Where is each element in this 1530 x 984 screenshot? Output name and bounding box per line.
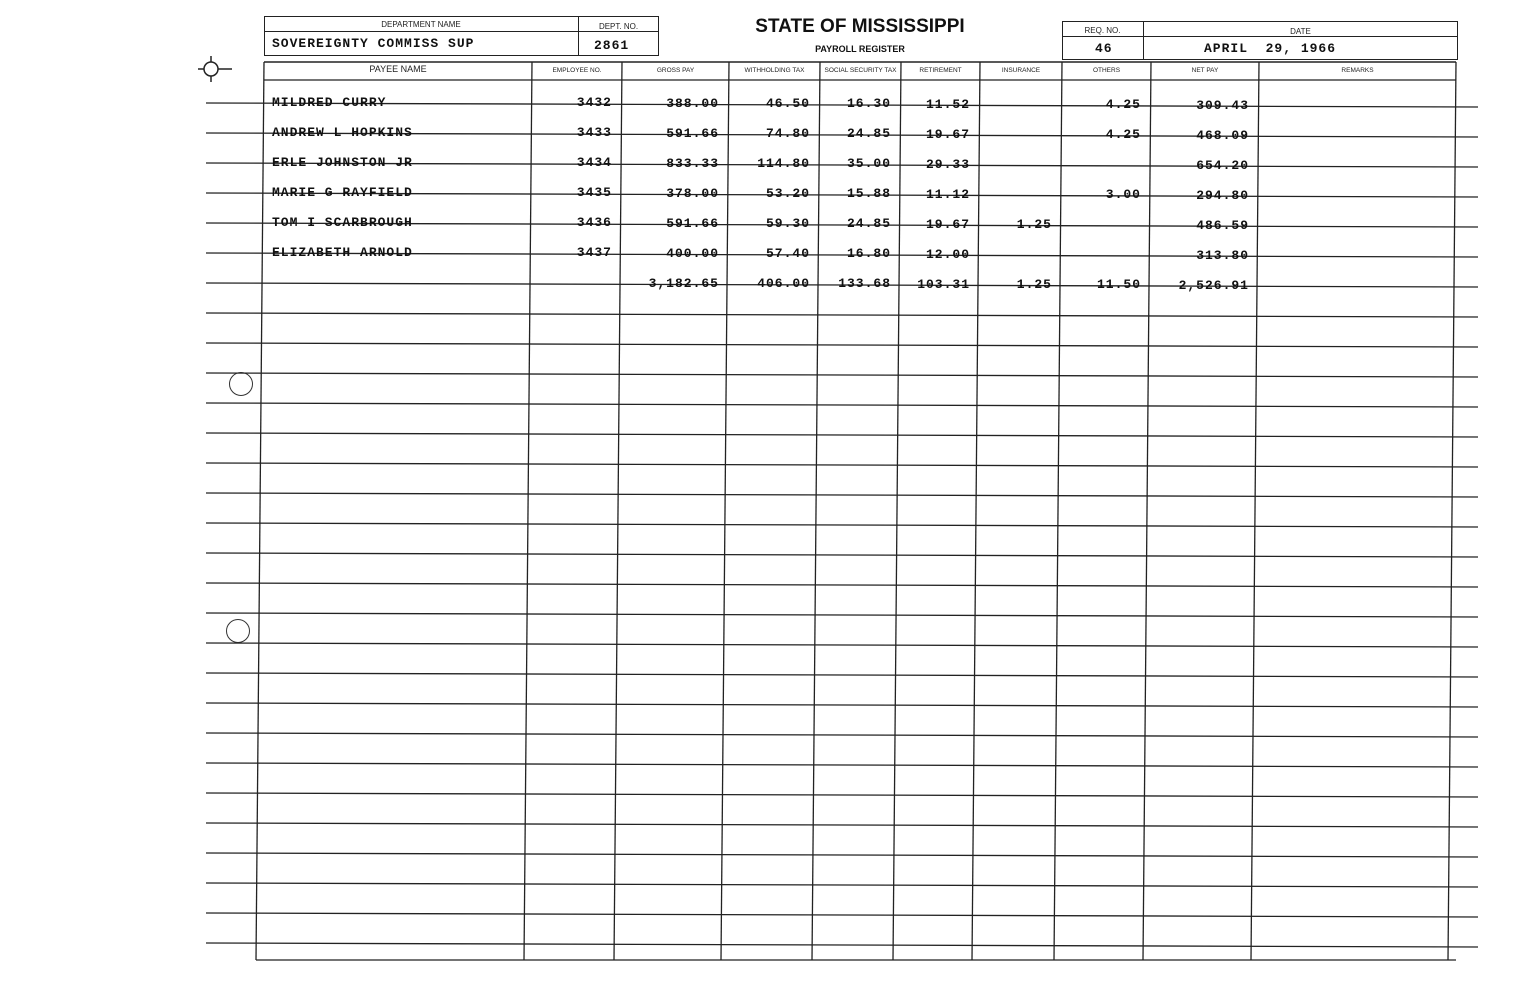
payroll-row-cell: 3437 xyxy=(576,245,612,261)
payroll-row-cell: 3434 xyxy=(576,155,612,171)
payroll-row-cell: 654.20 xyxy=(1196,157,1249,173)
payroll-row-cell: ERLE JOHNSTON JR xyxy=(272,155,413,170)
payroll-row-cell: 3.00 xyxy=(1105,187,1141,203)
totals-row-cell: 3,182.65 xyxy=(648,275,719,291)
payroll-row-cell: 591.66 xyxy=(666,125,719,141)
payroll-row-cell: 378.00 xyxy=(666,185,719,201)
payroll-row-cell: MILDRED CURRY xyxy=(272,95,387,110)
payroll-row-cell: 35.00 xyxy=(846,156,891,172)
state-title: STATE OF MISSISSIPPI xyxy=(755,16,965,37)
column-header-net-pay: NET PAY xyxy=(1191,67,1219,74)
payroll-row-cell: 3435 xyxy=(576,185,612,201)
payroll-row-cell: TOM I SCARBROUGH xyxy=(272,215,413,230)
totals-row-cell: 11.50 xyxy=(1096,277,1141,293)
payroll-row-cell: 46.50 xyxy=(765,96,810,112)
column-header-employee-no: EMPLOYEE NO. xyxy=(552,67,602,74)
payroll-row-cell: 3436 xyxy=(576,215,612,231)
payroll-row-cell: 11.12 xyxy=(925,186,970,202)
payroll-row-cell: 4.25 xyxy=(1105,127,1141,143)
payroll-row-cell: 294.80 xyxy=(1196,187,1249,203)
totals-row-cell: 133.68 xyxy=(838,276,891,292)
totals-row-cell: 2,526.91 xyxy=(1178,277,1249,293)
date-label: DATE xyxy=(1290,27,1311,36)
dept-no-label: DEPT. NO. xyxy=(598,22,639,31)
payroll-row-cell: 16.30 xyxy=(846,96,891,112)
column-header-payee-name: PAYEE NAME xyxy=(369,64,427,74)
payroll-row-cell: 15.88 xyxy=(846,186,891,202)
payroll-row-cell: 24.85 xyxy=(846,216,891,232)
date-value: APRIL 29, 1966 xyxy=(1204,41,1337,56)
department-name-label: DEPARTMENT NAME xyxy=(381,20,461,29)
payroll-row-cell: ELIZABETH ARNOLD xyxy=(272,245,413,260)
payroll-row-cell: 3433 xyxy=(576,125,612,141)
payroll-row-cell: 16.80 xyxy=(846,246,891,262)
totals-row-cell: 103.31 xyxy=(917,276,970,292)
payroll-row-cell: 591.66 xyxy=(666,215,719,231)
payroll-row-cell: 3432 xyxy=(576,95,612,111)
payroll-row-cell: 486.59 xyxy=(1196,217,1249,233)
payroll-row-cell: 19.67 xyxy=(925,216,970,232)
column-header-social-security-tax: SOCIAL SECURITY TAX xyxy=(824,67,897,74)
totals-row-cell: 1.25 xyxy=(1016,277,1052,293)
payroll-row-cell: ANDREW L HOPKINS xyxy=(272,125,413,140)
register-title: PAYROLL REGISTER xyxy=(815,44,905,54)
payroll-row-cell: 11.52 xyxy=(925,96,970,112)
payroll-row-cell: 4.25 xyxy=(1105,97,1141,113)
payroll-row-cell: 12.00 xyxy=(925,246,970,262)
payroll-row-cell: MARIE G RAYFIELD xyxy=(272,185,413,200)
column-header-remarks: REMARKS xyxy=(1341,67,1374,74)
payroll-row-cell: 309.43 xyxy=(1196,97,1249,113)
payroll-row-cell: 313.80 xyxy=(1196,247,1249,263)
column-header-retirement: RETIREMENT xyxy=(919,67,962,74)
column-header-withholding-tax: WITHHOLDING TAX xyxy=(744,67,805,74)
payroll-row-cell: 57.40 xyxy=(765,246,810,262)
payroll-row-cell: 24.85 xyxy=(846,126,891,142)
column-header-others: OTHERS xyxy=(1092,67,1121,74)
payroll-row-cell: 19.67 xyxy=(925,126,970,142)
column-header-gross-pay: GROSS PAY xyxy=(656,67,695,74)
payroll-row-cell: 74.80 xyxy=(765,126,810,142)
req-no: 46 xyxy=(1095,41,1113,56)
department-name: SOVEREIGNTY COMMISS SUP xyxy=(272,36,475,51)
totals-row-cell: 406.00 xyxy=(757,276,810,292)
payroll-row-cell: 53.20 xyxy=(765,186,810,202)
payroll-row-cell: 388.00 xyxy=(666,95,719,111)
payroll-row-cell: 400.00 xyxy=(666,245,719,261)
payroll-row-cell: 468.09 xyxy=(1196,127,1249,143)
dept-no: 2861 xyxy=(594,38,630,53)
payroll-row-cell: 114.80 xyxy=(757,156,810,172)
payroll-row-cell: 59.30 xyxy=(765,216,810,232)
payroll-row-cell: 29.33 xyxy=(925,156,970,172)
column-header-insurance: INSURANCE xyxy=(1001,67,1041,74)
req-no-label: REQ. NO. xyxy=(1084,26,1121,35)
payroll-row-cell: 833.33 xyxy=(666,155,719,171)
payroll-row-cell: 1.25 xyxy=(1016,217,1052,233)
